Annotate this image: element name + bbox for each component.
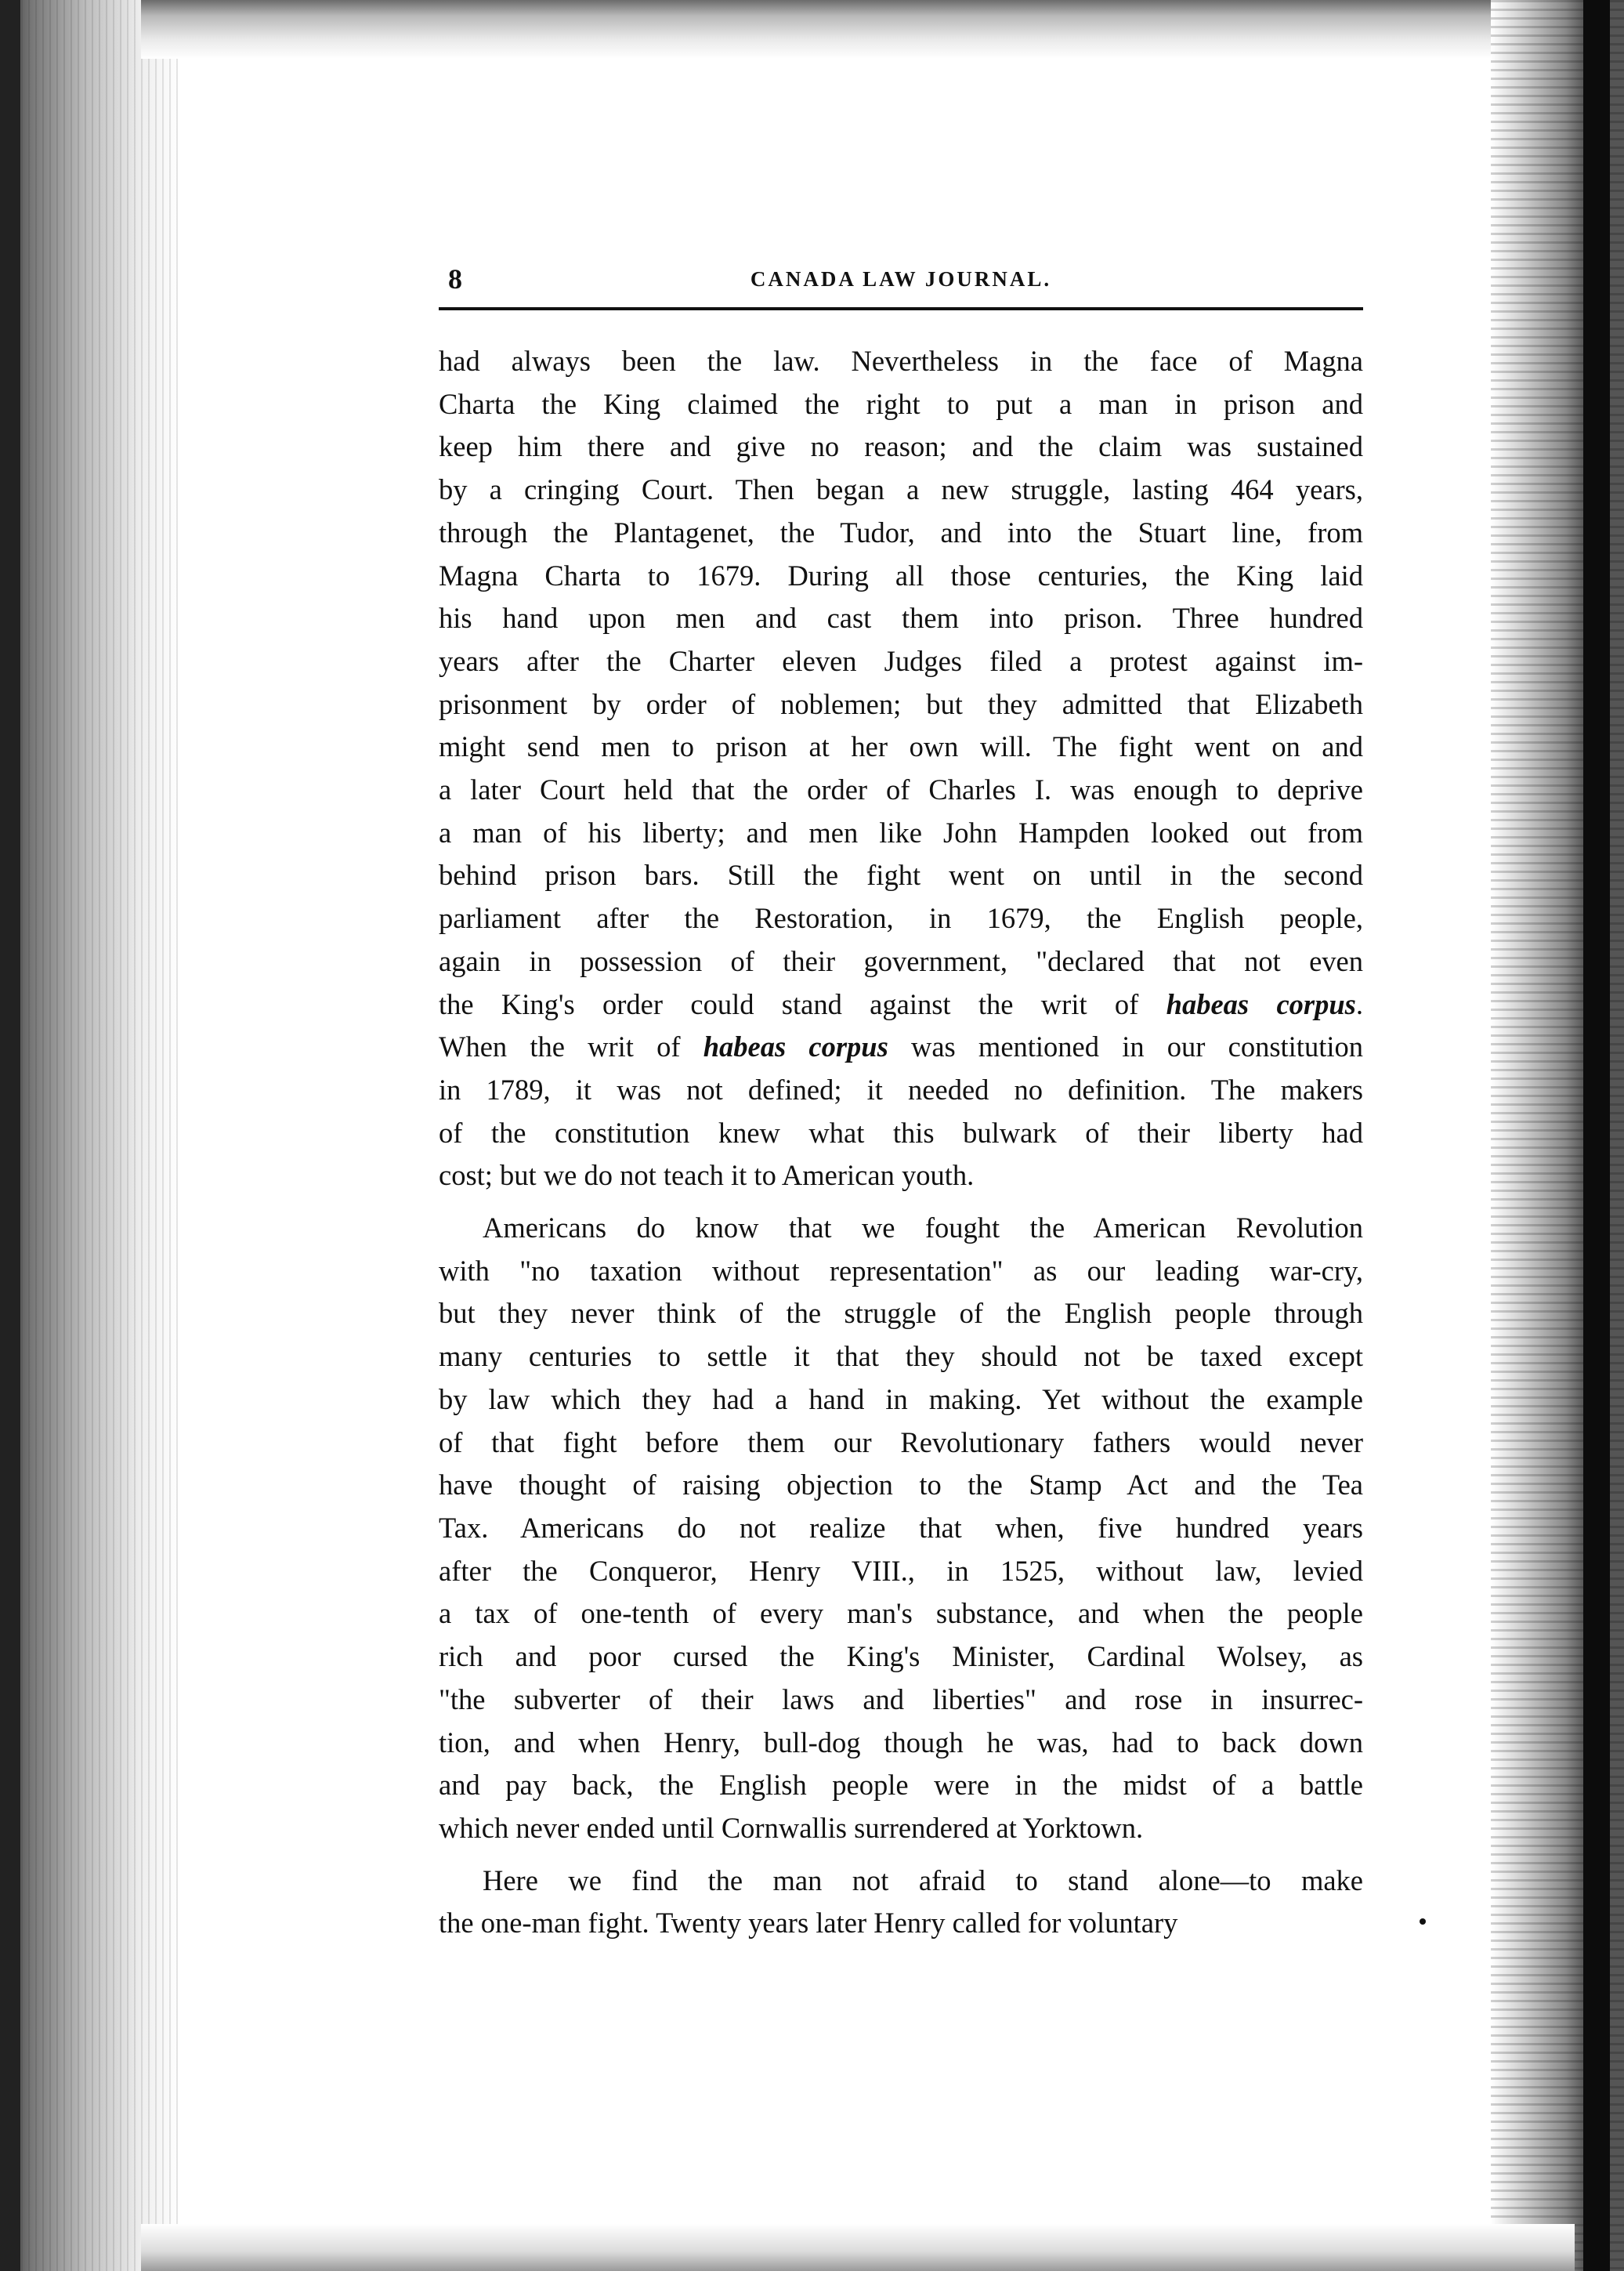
text-line: tion, and when Henry, bull-dog though he was, had to back down xyxy=(439,1726,1363,1758)
text-line: years after the Charter eleven Judges filed a protest against im- xyxy=(439,644,1363,677)
text-line: Magna Charta to 1679. During all those centuries, the King laid xyxy=(439,559,1363,592)
text-line: but they never think of the struggle of the English people through xyxy=(439,1297,1363,1330)
text-line: might send men to prison at her own will. The fight went on and xyxy=(439,730,1363,763)
text-line: his hand upon men and cast them into prison. Three hundred xyxy=(439,602,1363,635)
text-line: again in possession of their government, "declared that not even xyxy=(439,944,1363,977)
text-line: in 1789, it was not defined; it needed no definition. The makers xyxy=(439,1073,1363,1106)
page-number: 8 xyxy=(448,263,462,295)
text-line: the King's order could stand against the writ of habeas corpus. xyxy=(439,987,1363,1020)
text-line: have thought of raising objection to the Stamp Act and the Tea xyxy=(439,1469,1363,1501)
text-line: a man of his liberty; and men like John Hampden looked out from xyxy=(439,816,1363,849)
text-line: When the writ of habeas corpus was mentioned in our constitution xyxy=(439,1030,1363,1063)
text-line: through the Plantagenet, the Tudor, and into the Stuart line, from xyxy=(439,516,1363,549)
journal-title: CANADA LAW JOURNAL. xyxy=(750,267,1052,291)
scan-top-edge xyxy=(141,0,1575,59)
text-line: of the constitution knew what this bulwark of their liberty had xyxy=(439,1116,1363,1149)
body-text xyxy=(439,340,1363,1945)
journal-page xyxy=(439,259,1363,1945)
running-head xyxy=(439,259,1363,299)
paragraph xyxy=(439,1207,1363,1850)
text-line: Tax. Americans do not realize that when, five hundred years xyxy=(439,1511,1363,1544)
text-line: many centuries to settle it that they should not be taxed except xyxy=(439,1340,1363,1373)
text-line: of that fight before them our Revolutionary fathers would never xyxy=(439,1425,1363,1458)
text-line: by law which they had a hand in making. Yet without the example xyxy=(439,1382,1363,1415)
text-line: which never ended until Cornwallis surrendered at Yorktown. xyxy=(439,1811,1144,1844)
text-line: with "no taxation without representation" as our leading war-cry, xyxy=(439,1254,1363,1287)
text-line: cost; but we do not teach it to American youth. xyxy=(439,1159,975,1192)
text-line: prisonment by order of noblemen; but they admitted that Elizabeth xyxy=(439,687,1363,720)
text-line: parliament after the Restoration, in 1679, the English people, xyxy=(439,902,1363,935)
text-line: Here we find the man not afraid to stand alone—to make xyxy=(483,1864,1363,1896)
page-edge-bar xyxy=(1583,0,1610,2271)
scan-right-edge xyxy=(1491,0,1624,2271)
paragraph xyxy=(439,340,1363,1197)
speck xyxy=(1420,1918,1426,1925)
text-line: had always been the law. Nevertheless in the face of Magna xyxy=(439,345,1363,377)
text-line: Charta the King claimed the right to put a man in prison and xyxy=(439,387,1363,420)
text-line: rich and poor cursed the King's Minister, Cardinal Wolsey, as xyxy=(439,1640,1363,1673)
text-line: "the subverter of their laws and liberties" and rose in insurrec- xyxy=(439,1682,1363,1715)
text-line: a later Court held that the order of Charles I. was enough to deprive xyxy=(439,773,1363,806)
text-line: after the Conqueror, Henry VIII., in 1525, without law, levied xyxy=(439,1554,1363,1587)
text-line: by a cringing Court. Then began a new struggle, lasting 464 years, xyxy=(439,473,1363,506)
text-line: a tax of one-tenth of every man's substance, and when the people xyxy=(439,1597,1363,1630)
italic-term: habeas corpus xyxy=(703,1030,888,1063)
header-rule xyxy=(439,307,1363,310)
italic-term: habeas corpus xyxy=(1166,987,1356,1020)
text-line: keep him there and give no reason; and the claim was sustained xyxy=(439,430,1363,463)
text-line: behind prison bars. Still the fight went on until in the second xyxy=(439,859,1363,892)
paragraph xyxy=(439,1860,1363,1945)
scan-left-edge xyxy=(0,0,180,2271)
text-line: the one-man fight. Twenty years later Henry called for voluntary xyxy=(439,1907,1178,1940)
text-line: Americans do know that we fought the American Revolution xyxy=(483,1212,1363,1244)
text-line: and pay back, the English people were in the midst of a battle xyxy=(439,1769,1363,1802)
book-binding xyxy=(0,0,20,2271)
scan-bottom-edge xyxy=(141,2224,1575,2271)
